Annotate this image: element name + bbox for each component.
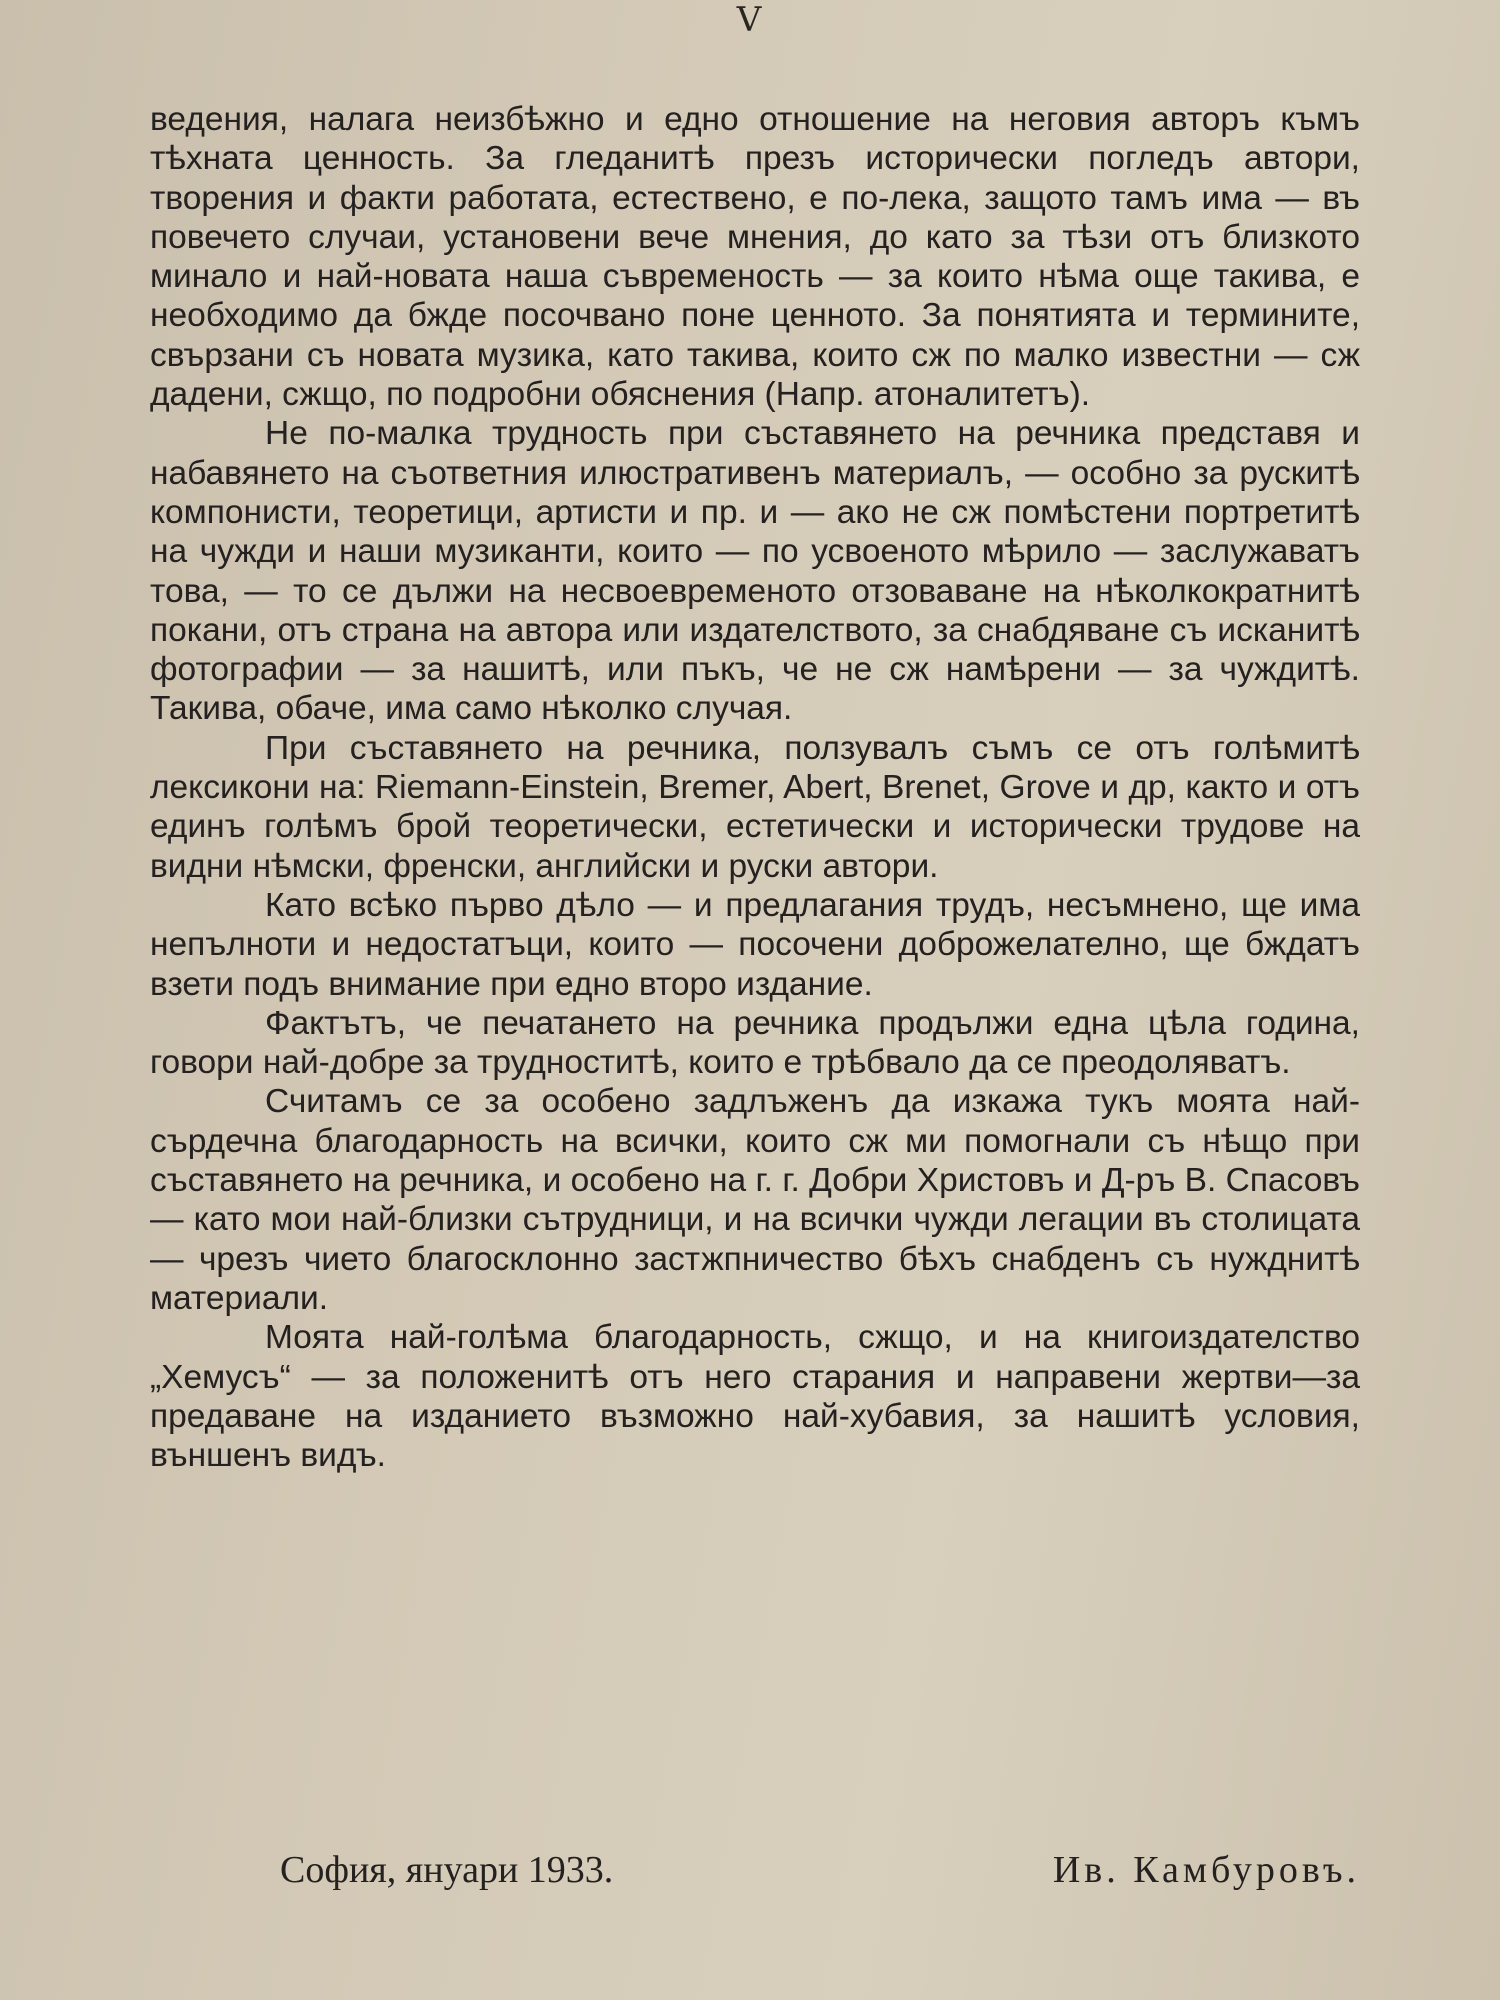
paragraph: Фактътъ, че печатането на речника продължи една цѣла година, говори най-добре за трудноститѣ, които е трѣбвало да се преодоляватъ. xyxy=(150,1004,1360,1082)
paragraph: Не по-малка трудность при съставянето на речника представя и набавянето на съответния илюстративенъ материалъ, — особно за рускитѣ компонисти, теоретици, артисти и пр. и — ако не сж помѣстени портретитѣ на чужди и наши музиканти, които — по усвоеното мѣрило — заслужаватъ това, — то се дължи на несвоевременото отзоваване на нѣколкократнитѣ покани, отъ страна на автора или издателството, за снабдяване съ исканитѣ фотографии — за нашитѣ, или пъкъ, че не сж намѣрени — за чуждитѣ. Такива, обаче, има само нѣколко случая. xyxy=(150,415,1360,728)
paragraph: При съставянето на речника, ползувалъ съмъ се отъ голѣмитѣ лексикони на: Riemann-Einstein, Bremer, Abert, Brenet, Grove и др, както и отъ единъ голѣмъ брой теоретически, естетически и исторически трудове на видни нѣмски, френски, английски и руски автори. xyxy=(150,729,1360,885)
paragraph: Моята най-голѣма благодарность, сжщо, и на книгоиздателство „Хемусъ“ — за положенитѣ отъ него старания и направени жертви—за предаване на изданието възможно най-хубавия, за нашитѣ условия, външенъ видъ. xyxy=(150,1319,1360,1475)
page-number: V xyxy=(736,0,764,40)
paragraph: Като всѣко първо дѣло — и предлагания трудъ, несъмнено, ще има непълноти и недостатъци, които — посочени доброжелателно, ще бждатъ взети подъ внимание при едно второ издание. xyxy=(150,886,1360,1003)
paragraph: ведения, налага неизбѣжно и едно отношение на неговия авторъ къмъ тѣхната ценность. За гледанитѣ презъ исторически погледъ автори, творения и факти работата, естествено, е по-лека, защото тамъ има — въ повечето случаи, установени вече мнения, до като за тѣзи отъ близкото минало и най-новата наша съвременость — за които нѣма още такива, е необходимо да бжде посочвано поне ценното. За понятията и термините, свързани съ новата музика, като такива, които сж по малко известни — сж дадени, сжщо, по подробни обяснения (Напр. атоналитетъ). xyxy=(150,101,1360,414)
paragraph: Считамъ се за особено задлъженъ да изкажа тукъ моята най-сърдечна благодарность на всички, които сж ми помогнали съ нѣщо при съставянето на речника, и особено на г. г. Добри Христовъ и Д-ръ В. Спасовъ — като мои най-близки сътрудници, и на всички чужди легации въ столицата — чрезъ чието благосклонно застжпничество бѣхъ снабденъ съ нужднитѣ материали. xyxy=(150,1083,1360,1317)
author-name: Ив. Камбуровъ. xyxy=(1052,1849,1360,1891)
place-and-date: София, януари 1933. xyxy=(280,1849,614,1891)
body-text xyxy=(150,100,1360,1475)
signature-line xyxy=(150,1848,1360,1898)
